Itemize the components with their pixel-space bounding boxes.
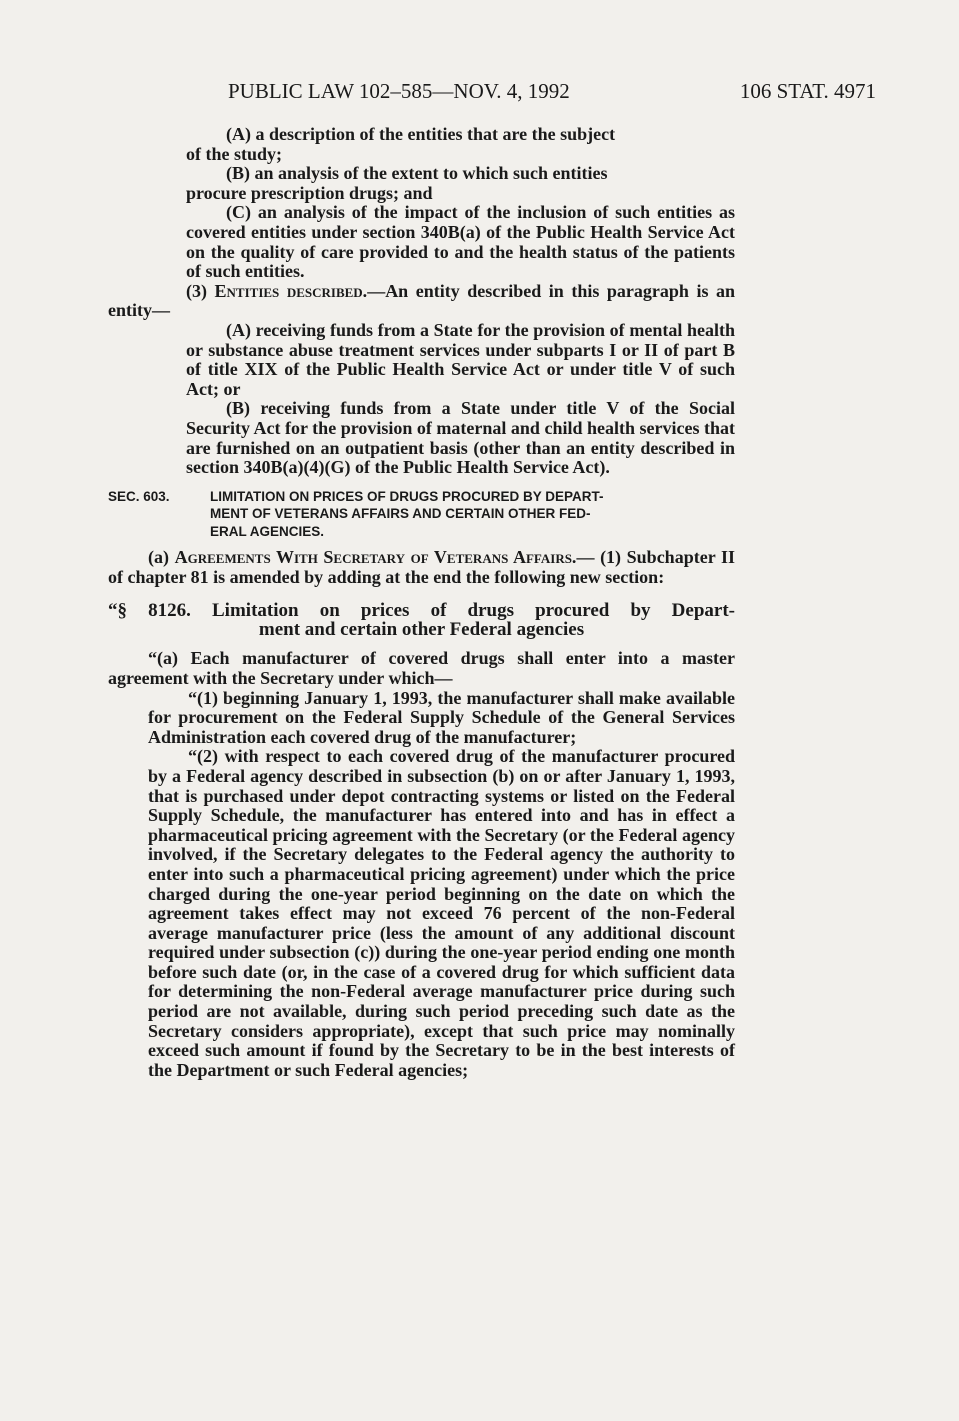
- paragraph-2c: [108, 203, 735, 281]
- quoted-subsection-a-text: “(a) Each manufacturer of covered drugs shall enter into a master agreement with the Secretary under which—: [108, 648, 735, 688]
- section-title-line-1: LIMITATION ON PRICES OF DRUGS PROCURED BY DEPART-: [210, 488, 604, 504]
- paragraph-2b-cont: [108, 184, 735, 204]
- paragraph-3a: [108, 321, 735, 399]
- section-8126-heading-line-1: “§ 8126. Limitation on prices of drugs procured by Depart-: [108, 600, 735, 622]
- section-8126-heading: [108, 601, 735, 639]
- subsection-a-text: (1) Subchapter II of chapter 81 is amended by adding at the end the following new section:: [108, 547, 735, 587]
- section-title-line-3: ERAL AGENCIES.: [210, 523, 325, 539]
- statutes-citation: 106 STAT. 4971: [739, 79, 876, 103]
- paragraph-2a: [108, 125, 735, 145]
- section-8126-heading-line-2: ment and certain other Federal agencies: [258, 619, 585, 641]
- document-body: [108, 125, 735, 1080]
- paragraph-2a-cont-text: of the study;: [186, 143, 283, 164]
- section-number: SEC. 603.: [108, 488, 170, 504]
- quoted-paragraph-2: [108, 747, 735, 1080]
- paragraph-3b: [108, 399, 735, 477]
- subsection-a-heading: Agreements With Secretary of Veterans Affairs.: [174, 547, 577, 568]
- subsection-a-label: (a): [148, 547, 175, 568]
- paragraph-3: [108, 282, 735, 321]
- section-603-heading: [108, 488, 735, 541]
- paragraph-2c-text: (C) an analysis of the impact of the inclusion of such entities as covered entities under section 340B(a) of the Public Health Service Act on the quality of care provided to and the health status of the patients of such entities.: [186, 202, 735, 282]
- page-header: [228, 74, 876, 108]
- running-head: PUBLIC LAW 102–585—NOV. 4, 1992: [228, 79, 570, 103]
- section-title-line-2: MENT OF VETERANS AFFAIRS AND CERTAIN OTHER FED-: [210, 506, 591, 522]
- paragraph-3-label: (3): [186, 280, 215, 301]
- quoted-paragraph-1-text: “(1) beginning January 1, 1993, the manufacturer shall make available for procurement on the Federal Supply Schedule of the General Services Administration each covered drug of the manufacturer;: [148, 687, 735, 747]
- paragraph-3-heading: Entities described.: [214, 280, 368, 301]
- paragraph-2b-text: (B) an analysis of the extent to which such entities: [226, 163, 608, 184]
- paragraph-2a-cont: [108, 145, 735, 165]
- paragraph-3-text: —An entity described in this paragraph is an entity—: [108, 280, 735, 321]
- paragraph-2b: [108, 164, 735, 184]
- paragraph-3a-text: (A) receiving funds from a State for the provision of mental health or substance abuse treatment services under subparts I or II of part B of title XIX of the Public Health Service Act or under title V of such Act; or: [186, 319, 735, 399]
- quoted-paragraph-1: [108, 689, 735, 748]
- subsection-a: [108, 548, 735, 587]
- quoted-paragraph-2-text: “(2) with respect to each covered drug of the manufacturer procured by a Federal agency described in subsection (b) on or after January 1, 1993, that is purchased under depot contracting systems or listed on the Federal Supply Schedule, the manufacturer has entered into and has in effect a pharmaceutical pricing agreement with the Secretary (or the Federal agency involved, if the Secretary delegates to the Federal agency the authority to enter into such a pharmaceutical pricing agreement) under which the price charged during the one-year period beginning on the date on which the agreement takes effect may not exceed 76 percent of the non-Federal average manufacturer price (less the amount of any additional discount required under subsection (c)) during the one-year period ending one month before such date (or, in the case of a covered drug for which sufficient data for determining the non-Federal average manufacturer price during such period are not available, during such period preceding such date as the Secretary considers appropriate), except that such price may nominally exceed such amount if found by the Secretary to be in the best interests of the Department or such Federal agencies;: [148, 746, 735, 1080]
- paragraph-2a-text: (A) a description of the entities that are the subject: [226, 124, 616, 144]
- paragraph-3b-text: (B) receiving funds from a State under title V of the Social Security Act for the provision of maternal and child health services that are furnished on an outpatient basis (other than an entity described in section 340B(a)(4)(G) of the Public Health Service Act).: [186, 398, 735, 478]
- paragraph-2b-cont-text: procure prescription drugs; and: [186, 182, 433, 203]
- quoted-subsection-a: [108, 649, 735, 688]
- subsection-a-dash: —: [576, 547, 595, 568]
